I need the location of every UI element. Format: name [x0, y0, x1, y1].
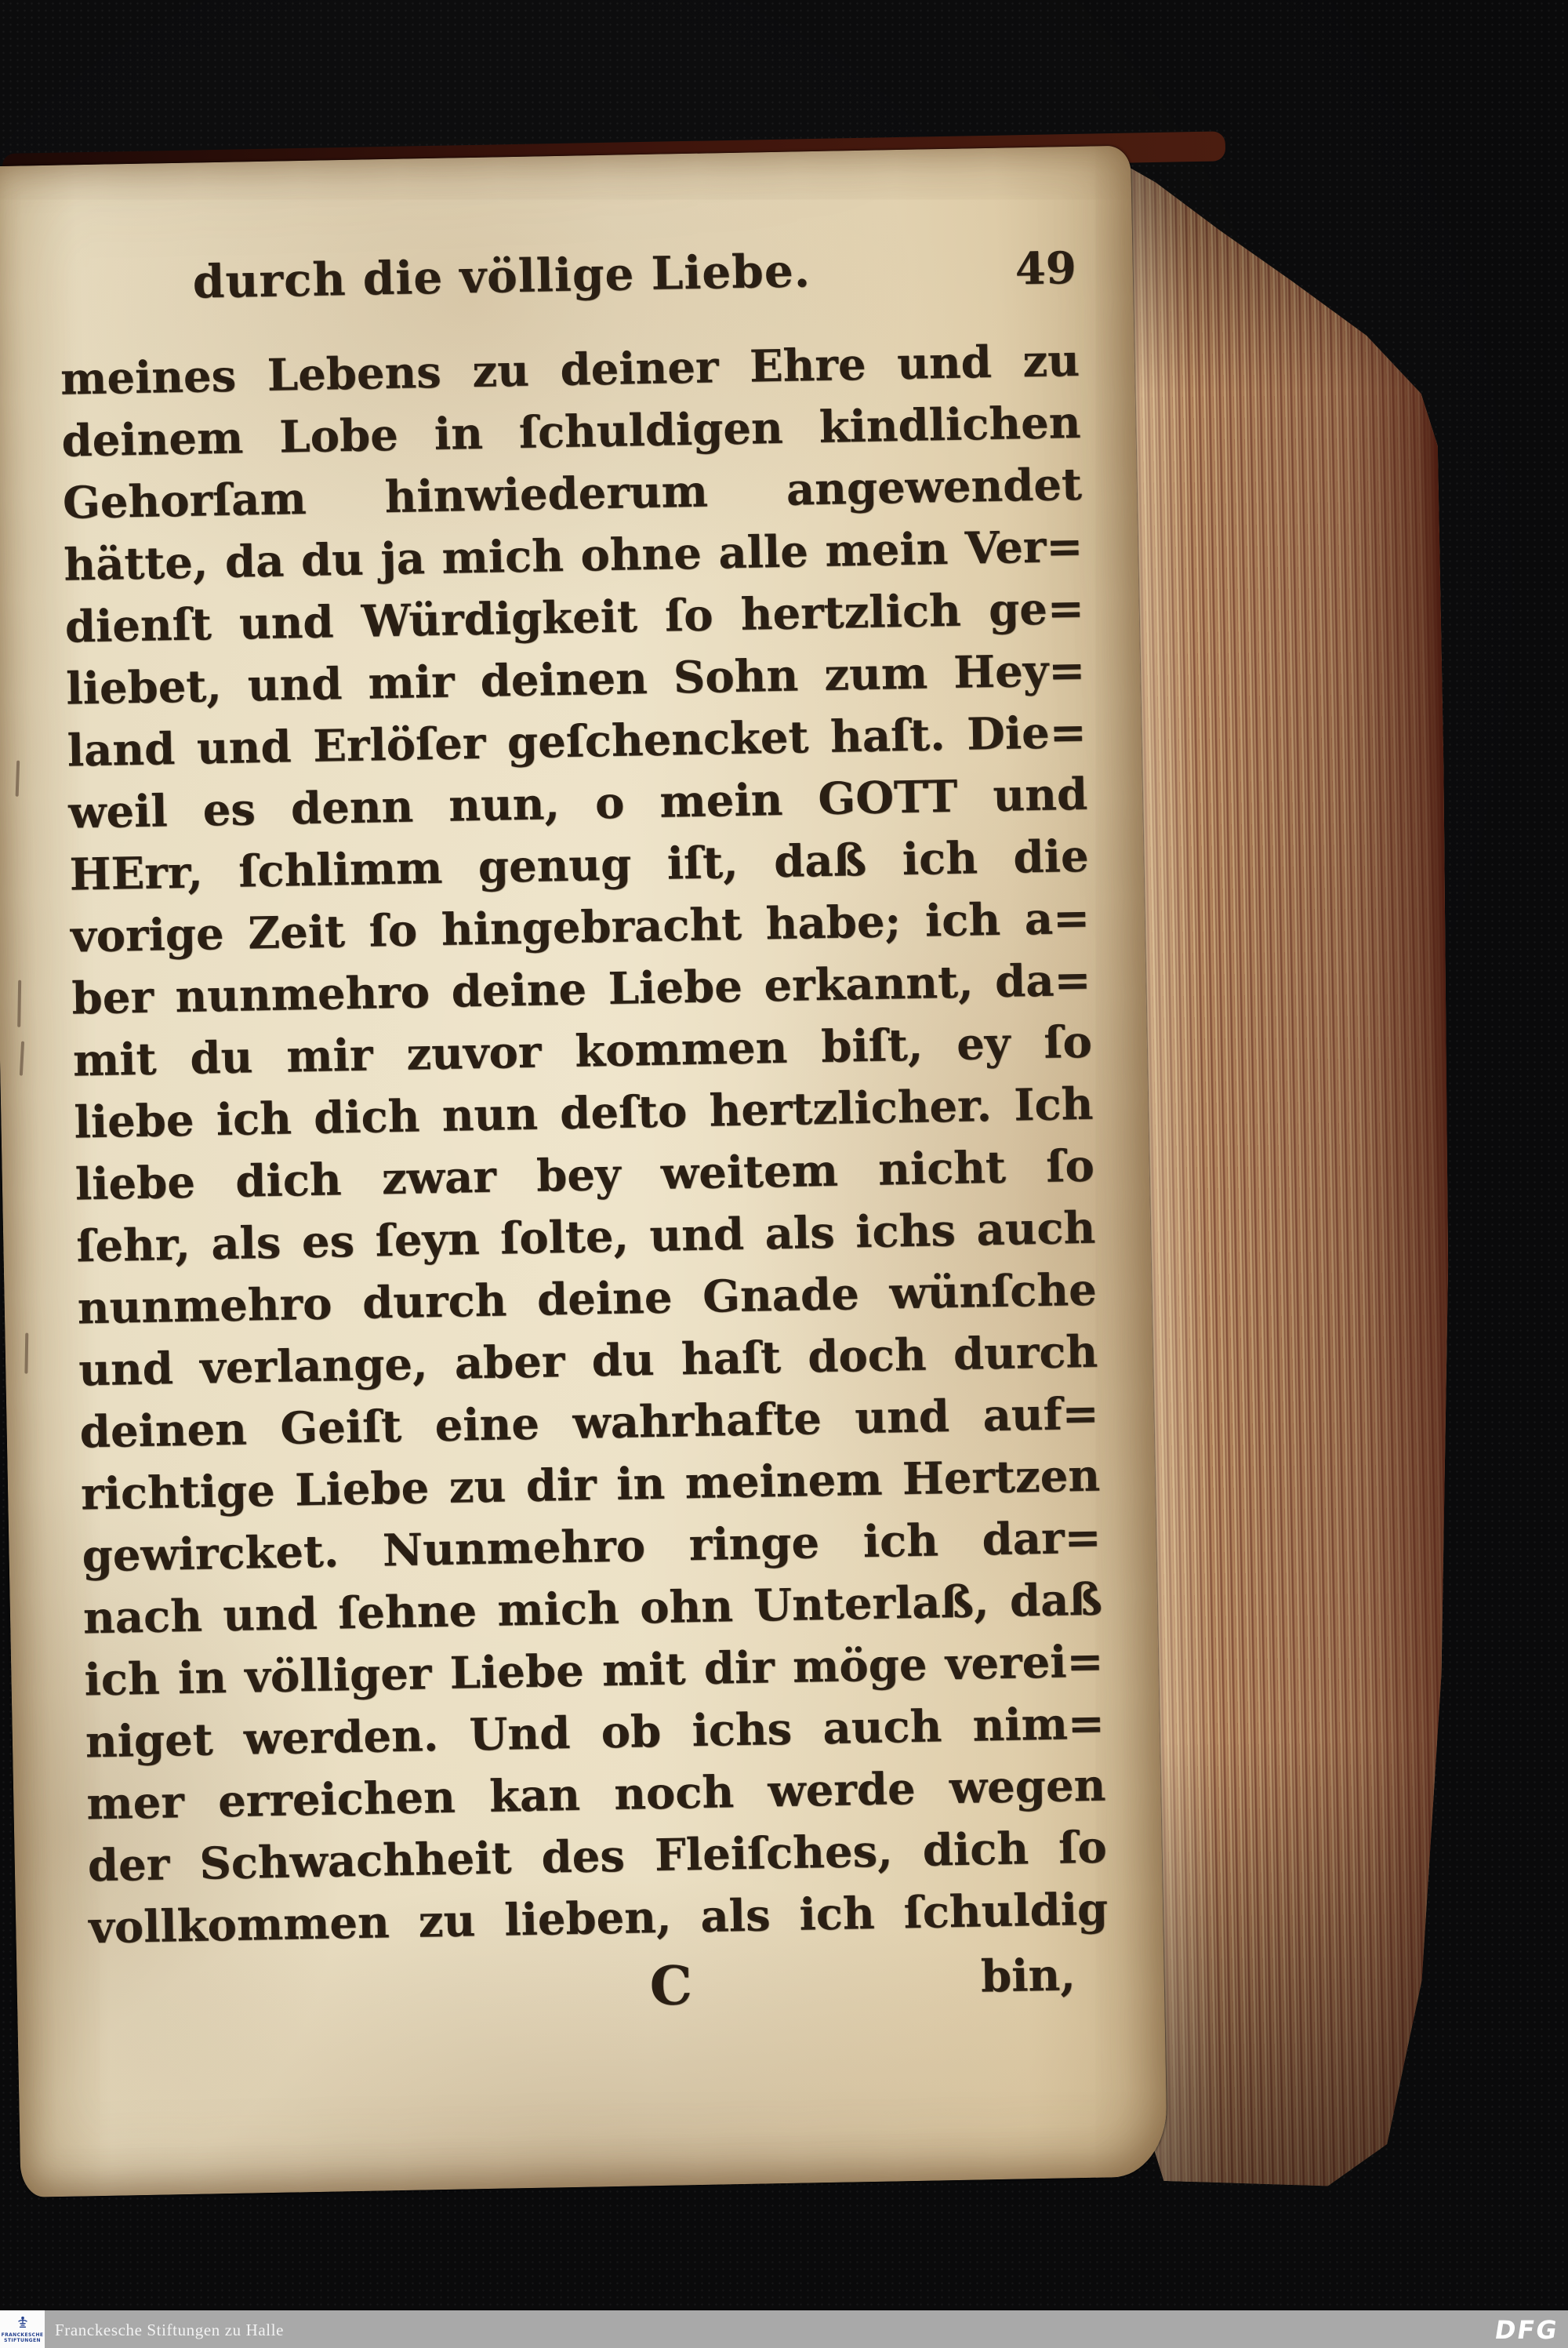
text-line: hätte, da du ja mich ohne alle mein Ver= — [63, 520, 1083, 591]
text-line: ich in völliger Liebe mit dir möge verei= — [83, 1635, 1104, 1706]
text-line: vollkommen zu lieben, als ich ſchuldig — [88, 1883, 1109, 1954]
margin-mark — [24, 1333, 28, 1374]
book-page — [0, 146, 1167, 2197]
footer-bar — [0, 2310, 1568, 2348]
text-line: ſehr, als es ſeyn ſolte, und als ichs auch — [75, 1201, 1096, 1273]
text-line: nunmehro durch deine Gnade wünſche — [77, 1263, 1098, 1335]
text-line: ber nunmehro deine Liebe erkannt, da= — [71, 954, 1091, 1025]
institution-logo-text-line2: STIFTUNGEN — [4, 2337, 41, 2343]
page-header — [58, 239, 1079, 335]
margin-mark — [16, 761, 20, 797]
catchword: bin, — [980, 1949, 1076, 2003]
dfg-logo: DFG — [1493, 2315, 1561, 2345]
text-line: deinem Lobe in ſchuldigen kindlichen — [60, 396, 1081, 467]
institution-name: Franckesche Stiftungen zu Halle — [55, 2321, 285, 2339]
institution-logo — [0, 2310, 45, 2348]
francke-emblem-icon — [16, 2316, 29, 2332]
text-line: gewircket. Nunmehro ringe ich dar= — [82, 1511, 1102, 1583]
text-line: dienſt und Würdigkeit ſo hertzlich ge= — [64, 582, 1085, 653]
text-line: niget werden. Und ob ichs auch nim= — [85, 1697, 1105, 1768]
text-line: und verlange, aber du haſt doch durch — [78, 1325, 1098, 1397]
text-line: Gehorſam hinwiederum angewendet — [62, 458, 1083, 529]
text-line: nach und ſehne mich ohn Unterlaß, daß — [82, 1573, 1103, 1645]
signature-row — [89, 1946, 1110, 2040]
book — [0, 100, 1494, 2237]
text-line: liebe ich dich nun deſto hertzlicher. Ich — [73, 1078, 1094, 1149]
signature-mark: C — [648, 1954, 693, 2019]
text-line: deinen Geiſt eine wahrhafte und auf= — [79, 1387, 1100, 1459]
text-line: HErr, ſchlimm genug iſt, daß ich die — [69, 830, 1090, 901]
text-line: mit du mir zuvor kommen biſt, ey ſo — [72, 1016, 1093, 1087]
text-line: richtige Liebe zu dir in meinem Hertzen — [80, 1449, 1101, 1521]
text-line: meines Lebens zu deiner Ehre und zu — [60, 334, 1080, 405]
running-title: durch die völlige Liebe. — [192, 244, 811, 309]
page-number: 49 — [1014, 242, 1077, 296]
text-line: weil es denn nun, o mein GOTT und — [67, 768, 1088, 839]
text-line: liebe dich zwar bey weitem nicht ſo — [74, 1139, 1095, 1211]
text-line: der Schwachheit des Fleiſches, dich ſo — [87, 1821, 1108, 1892]
book-fore-edge — [1117, 145, 1470, 2190]
text-line: mer erreichen kan noch werde wegen — [85, 1759, 1106, 1830]
margin-mark — [17, 980, 21, 1027]
text-line: land und Erlöſer geſchencket haſt. Die= — [67, 706, 1087, 777]
margin-mark — [20, 1041, 24, 1076]
text-line: liebet, und mir deinen Sohn zum Hey= — [65, 644, 1086, 715]
institution-logo-text-line1: FRANCKESCHE — [1, 2332, 44, 2338]
text-line: vorige Zeit ſo hingebracht habe; ich a= — [70, 892, 1091, 963]
body-text — [60, 330, 1108, 1959]
